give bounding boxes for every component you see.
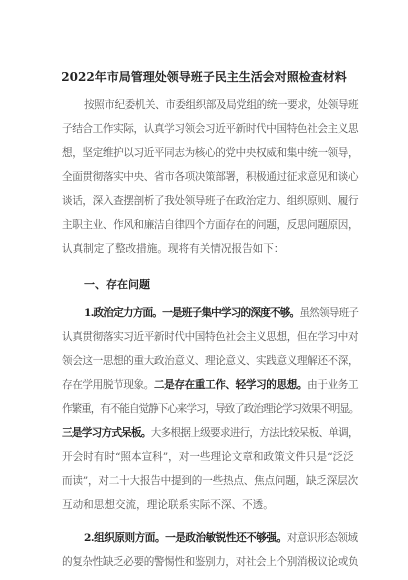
p1-line-8: 而读”，对二十大报告中提到的一些热点、焦点问题，缺乏深层次: [62, 475, 358, 487]
p2-line-1-rest: 对意识形态领域: [286, 532, 358, 544]
intro-line-6: 主职主业、作风和廉洁自律四个方面存在的问题，反思问题原因，: [62, 219, 359, 231]
p1-line-6-bold: 三是学习方式呆板。: [62, 427, 151, 439]
p1-line-4-bold: 二是存在重工作、轻学习的思想。: [153, 379, 308, 391]
document-title: 2022年市局管理处领导班子民主生活会对照检查材料: [61, 70, 347, 84]
p1-line-1: [84, 305, 358, 320]
p1-line-1-bold: 1.政治定力方面。一是班子集中学习的深度不够。: [84, 307, 300, 319]
intro-line-4: 全面贯彻落实中央、省市各项决策部署，积极通过征求意见和谈心: [62, 171, 359, 183]
intro-line-2: 子结合工作实际，认真学习领会习近平新时代中国特色社会主义思: [62, 123, 359, 135]
p1-line-6: [62, 425, 358, 440]
p1-line-9: 互动和思想交流，理论联系实际不深、不透。: [62, 499, 274, 511]
p2-line-2: 的复杂性缺乏必要的警惕性和鉴别力，对社会上个别消极议论或负: [62, 556, 359, 568]
p1-line-6-rest: 大多根据上级要求进行，方法比较呆板、单调，: [150, 427, 358, 439]
p1-line-4-b: 由于业务工: [307, 379, 359, 391]
p1-line-4: [62, 377, 358, 392]
p1-line-3: 领会这一思想的重大政治意义、理论意义、实践意义理解还不深，: [62, 355, 359, 367]
intro-line-1: 按照市纪委机关、市委组织部及局党组的统一要求，处领导班: [84, 99, 359, 111]
p1-line-4-a: 存在学用脱节现象。: [62, 379, 154, 391]
intro-line-3: 想，坚定维护以习近平同志为核心的党中央权威和集中统一领导，: [62, 147, 359, 159]
p2-line-1-bold: 2.组织原则方面。一是政治敏锐性还不够强。: [84, 532, 287, 544]
p1-line-2: 认真贯彻落实习近平新时代中国特色社会主义思想，但在学习中对: [62, 331, 359, 343]
intro-line-7: 认真制定了整改措施。现将有关情况报告如下：: [62, 243, 285, 255]
p1-line-7: 开会时有时“照本宣科”，对一些理论文章和政策文件只是“泛泛: [62, 451, 354, 463]
p1-line-1-rest: 虽然领导班子: [299, 307, 359, 319]
p2-line-1: [84, 530, 358, 545]
intro-line-5: 谈话，深入查摆剖析了我处领导班子在政治定力、组织原则、履行: [62, 195, 359, 207]
p1-line-5: 作繁重，有不能自觉静下心来学习，导致了政治理论学习效果不明显。: [62, 403, 359, 415]
section-heading: 一、存在问题: [84, 278, 150, 291]
